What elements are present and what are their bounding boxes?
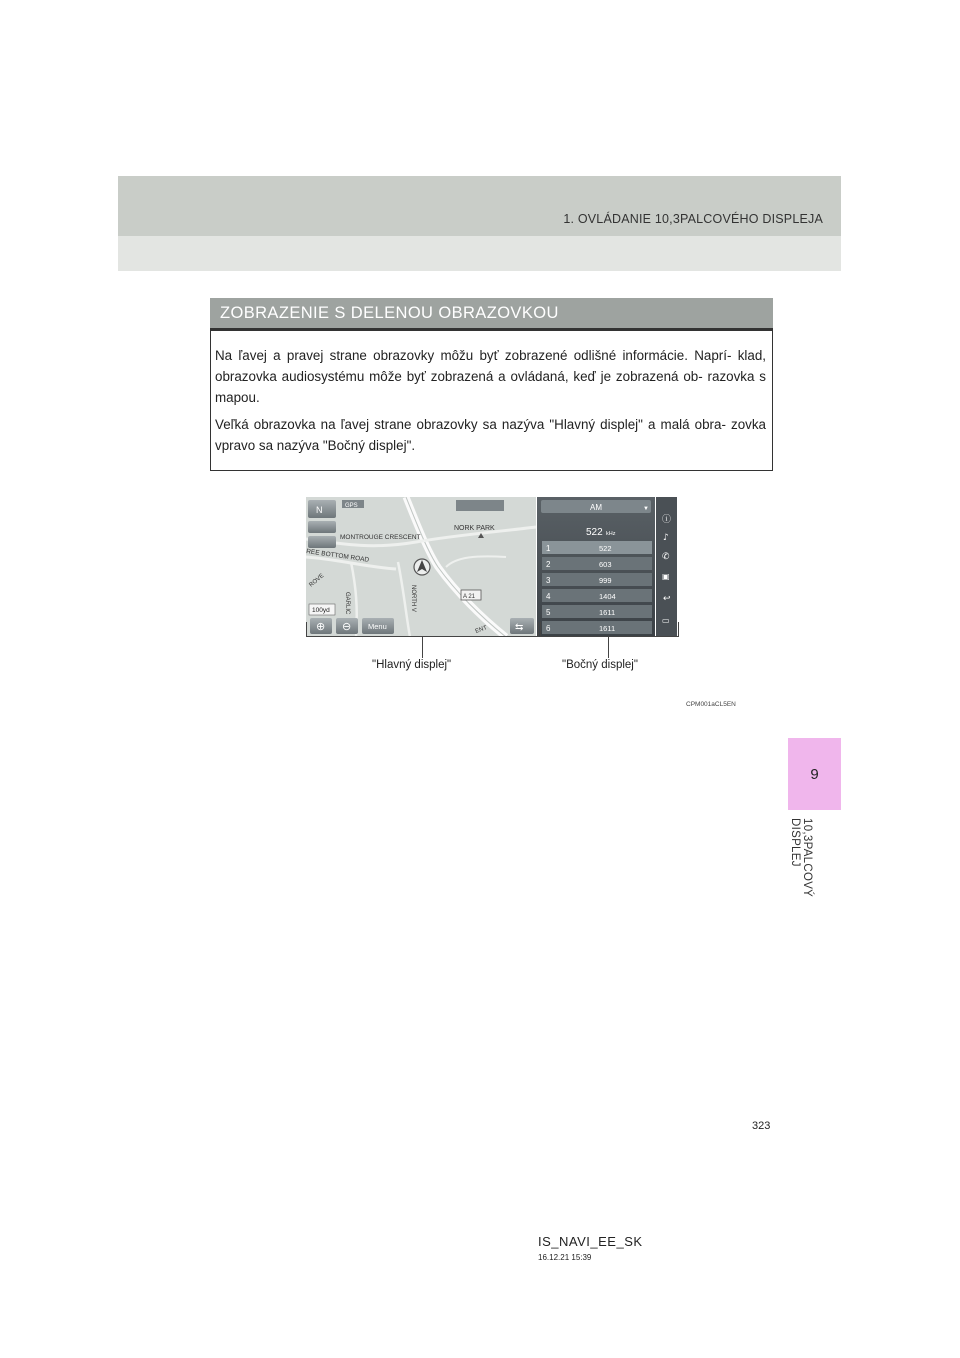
main-display-leader [422,636,423,658]
side-display-leader [608,636,609,658]
header-title: 1. OVLÁDANIE 10,3PALCOVÉHO DISPLEJA [563,212,823,226]
gps-label: GPS [345,503,358,509]
zoom-in-icon: ⊕ [316,621,326,633]
image-code: CPM001aCL5EN [686,701,736,708]
preset-row[interactable] [542,605,652,618]
zoom-out-icon: ⊖ [342,621,352,633]
section-title: ZOBRAZENIE S DELENOU OBRAZOVKOU [210,298,773,331]
document-id: IS_NAVI_EE_SK [538,1234,643,1249]
screen-icon: ▣ [662,572,670,581]
map-label: ROVE [308,572,326,589]
preset-frequency: 999 [599,576,612,585]
header-subband [118,236,841,271]
map-label: NORK PARK [454,525,495,532]
chapter-tab [788,738,841,810]
compass-icon: N [316,505,323,515]
preset-frequency: 522 [599,544,612,553]
info-icon: ⓘ [662,515,672,525]
music-icon: ♪ [663,533,669,543]
status-bar [456,500,504,511]
scale-label: 100yd [312,607,330,614]
preset-row[interactable] [542,573,652,586]
split-screen-screenshot [306,497,677,637]
band-label: AM [590,503,602,512]
setup-icon: ▭ [662,616,670,625]
chapter-side-label: 10,3PALCOVÝ DISPLEJ [789,818,813,898]
main-display-bracket [306,622,539,637]
section-body [210,331,773,471]
map-view-button [308,521,336,533]
section-paragraph-2: Veľká obrazovka na ľavej strane obrazovky sa nazýva "Hlavný displej" a malá obra- zovka vpravo sa nazýva "Bočný displej". [215,417,766,453]
section-paragraph-1: Na ľavej a pravej strane obrazovky môžu byť zobrazené odlišné informácie. Naprí- klad, obrazovka audiosystému môže byť zobrazená a ovládaná, keď je zobrazená ob- razovka s mapou. [215,348,766,405]
split-screen-section [210,298,773,471]
preset-number: 5 [546,608,551,617]
return-icon: ⇆ [515,622,524,633]
map-label: ENT [474,625,488,635]
preset-row[interactable] [542,557,652,570]
preset-frequency: 1611 [599,608,616,617]
menu-button-label: Menu [368,622,387,631]
frequency-value: 522 [586,527,603,538]
frequency-unit: kHz [606,531,616,537]
preset-number: 6 [546,624,551,633]
band-dropdown-icon: ▼ [643,506,649,512]
preset-number: 3 [546,576,551,585]
map-label: GARLIC [344,592,350,615]
preset-frequency: 603 [599,560,612,569]
preset-number: 1 [546,544,551,553]
preset-row[interactable] [542,589,652,602]
side-display-caption: "Bočný displej" [562,659,638,671]
main-display-caption: "Hlavný displej" [372,659,452,671]
header-band [118,176,841,236]
phone-icon: ✆ [662,552,670,562]
preset-row[interactable] [542,541,652,554]
map-label: MONTROUGE CRESCENT [340,534,421,541]
preset-frequency: 1404 [599,592,616,601]
climate-icon: ↩ [663,594,671,604]
map-label: REE BOTTOM ROAD [306,548,370,564]
poi-button [308,536,336,548]
route-badge-label: A 21 [463,594,476,600]
preset-number: 2 [546,560,551,569]
preset-frequency: 1611 [599,624,616,633]
map-label: NORTH V [410,585,416,612]
chapter-number: 9 [810,765,819,783]
side-display-bracket [540,622,679,637]
page-number: 323 [752,1120,771,1132]
preset-number: 4 [546,592,551,601]
document-date: 16.12.21 15:39 [538,1253,592,1262]
